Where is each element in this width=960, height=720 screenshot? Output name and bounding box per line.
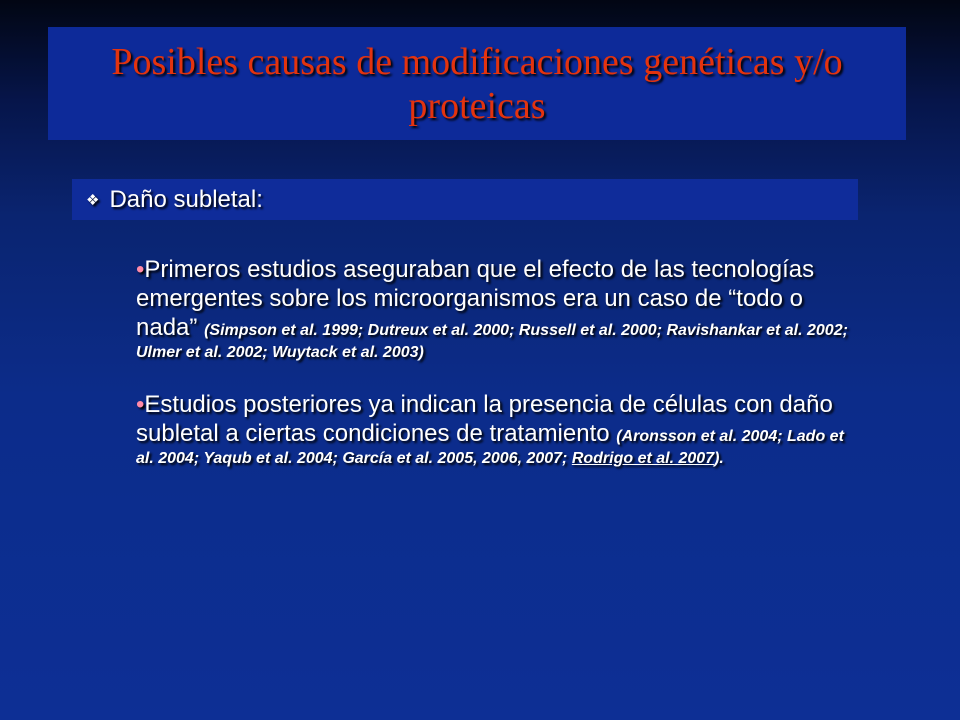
paragraph-1-citation: (Simpson et al. 1999; Dutreux et al. 2000; Russell et al. 2000; Ravishankar et al. 2002; Ulmer et al. 2002; Wuytack et al. 2003) xyxy=(136,322,848,361)
content-area xyxy=(136,255,860,470)
paragraph-bullet: • xyxy=(136,391,145,418)
diamond-bullet-icon: ❖ xyxy=(86,191,100,209)
paragraph-2-citation-end: ). xyxy=(714,450,724,467)
paragraph-2-text: Estudios posteriores ya indican la presencia de células con daño subletal a ciertas condiciones de tratamiento xyxy=(136,391,833,447)
paragraph-2 xyxy=(136,390,860,470)
subheading-text: Daño subletal: xyxy=(109,185,263,213)
title-box xyxy=(48,27,906,140)
paragraph-bullet: • xyxy=(136,256,145,283)
subheading xyxy=(72,186,263,214)
subheading-box xyxy=(72,179,858,220)
paragraph-2-citation: (Aronsson et al. 2004; Lado et al. 2004; Yaqub et al. 2004; García et al. 2005, 2006, 2007; xyxy=(136,428,844,467)
citation-link-rodrigo[interactable]: Rodrigo et al. 2007 xyxy=(571,450,715,467)
slide-title: Posibles causas de modificaciones genéticas y/o proteicas xyxy=(111,40,843,127)
paragraph-1 xyxy=(136,255,860,364)
paragraph-1-text: Primeros estudios aseguraban que el efecto de las tecnologías emergentes sobre los microorganismos era un caso de “todo o nada” xyxy=(136,256,815,341)
